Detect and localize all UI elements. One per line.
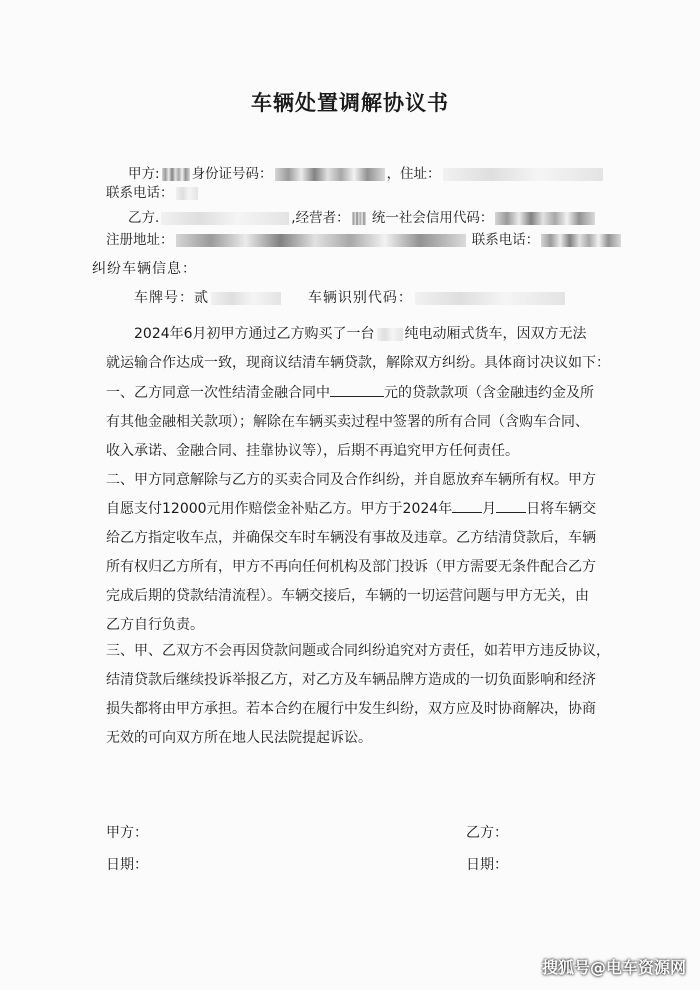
plate-prefix: 贰 [194,290,209,306]
day-blank [496,498,526,513]
amount-blank [330,382,384,397]
clause3-line2: 结清贷款后继续投诉举报乙方，对乙方及车辆品牌方造成的一切负面影响和经济 [106,672,596,688]
clause3-line3: 损失都将由甲方承担。若本合约在履行中发生纠纷，双方应及时协商解决，协商 [106,701,596,717]
redacted-reg-address [176,234,466,247]
party-a-phone-label: 联系电话： [106,185,174,201]
clause-3 [106,637,610,753]
party-a-line [128,164,605,184]
party-b-address-line [106,230,623,250]
party-b-label: 乙方. [128,210,160,226]
watermark: 搜狐号@电车资源网 [541,958,686,977]
party-b-line [128,208,597,228]
party-b-reg-address-label: 注册地址： [106,232,174,248]
redacted-vin [415,292,565,305]
redacted-phone [176,187,198,200]
intro-part1: 2024年6月初甲方通过乙方购买了一台 [134,326,375,342]
party-a-label: 甲方: [128,166,160,182]
party-b-credit-label: 统一社会信用代码： [371,210,494,226]
vehicle-section-label: 纠纷车辆信息： [92,261,197,277]
clause2-line4: 所有权归乙方所有，甲方不再向任何机构及部门投诉（甲方需要无条件配合乙方 [106,559,596,575]
redacted-company [161,212,289,225]
month-blank [452,498,482,513]
redacted-name [162,168,190,181]
redacted-address [443,168,603,181]
intro-paragraph [106,320,610,378]
intro-part2: 纯电动厢式货车，因双方无法 [404,326,587,342]
date-party-b: 日期： [466,857,508,873]
redacted-brand [377,328,403,341]
plate-label: 车牌号： [134,290,194,306]
vehicle-info-line [134,288,567,308]
clause2-line6: 乙方自行负责。 [106,617,204,633]
clause2-line2-c: 日将车辆交 [526,501,597,517]
intro-line2: 就运输合作达成一致，现商议结清车辆贷款，解除双方纠纷。具体商讨决议如下： [106,355,610,371]
clause-2 [106,466,606,640]
clause1-line3: 收入承诺、金融合同、挂靠协议等），后期不再追究甲方任何责任。 [106,443,519,459]
redacted-plate [211,292,281,305]
signature-party-b: 乙方： [466,825,508,841]
clause1-line2: 有其他金融相关款项）；解除在车辆买卖过程中签署的所有合同（含购车合同、 [106,414,589,430]
redacted-b-phone [541,234,621,247]
document-title: 车辆处置调解协议书 [251,90,449,115]
signature-party-a: 甲方： [106,825,148,841]
clause2-line1: 二、甲方同意解除与乙方的买卖合同及合作纠纷，并自愿放弃车辆所有权。甲方 [106,472,596,488]
clause2-line5: 完成后期的贷款结清流程）。车辆交接后，车辆的一切运营问题与甲方无关，由 [106,588,589,604]
clause1-part1: 一、乙方同意一次性结清金融合同中 [106,385,330,401]
party-b-operator-label: ,经营者： [291,210,350,226]
redacted-credit-code [495,212,595,225]
party-a-id-label: 身份证号码： [191,166,273,182]
clause-1 [106,379,606,466]
clause2-line3: 给乙方指定收车点，并确保交车时车辆没有事故及违章。乙方结清贷款后，车辆 [106,530,596,546]
clause2-line2-b: 月 [482,501,497,517]
party-a-phone-line [106,183,200,203]
clause3-line4: 无效的可向双方所在地人民法院提起诉讼。 [106,730,372,746]
date-party-a: 日期： [106,857,148,873]
party-a-address-label: ，住址： [386,166,441,182]
party-b-phone-label: 联系电话： [471,232,540,248]
clause2-line2-a: 自愿支付12000元用作赔偿金补贴乙方。甲方于2024年 [106,501,453,517]
redacted-id [275,168,385,181]
redacted-operator [352,212,366,225]
clause3-line1: 三、甲、乙双方不会再因贷款问题或合同纠纷追究对方责任，如若甲方违反协议， [106,643,610,659]
clause1-part2: 元的贷款款项（含金融违约金及所 [384,385,594,401]
vin-label: 车辆识别代码： [307,290,413,306]
